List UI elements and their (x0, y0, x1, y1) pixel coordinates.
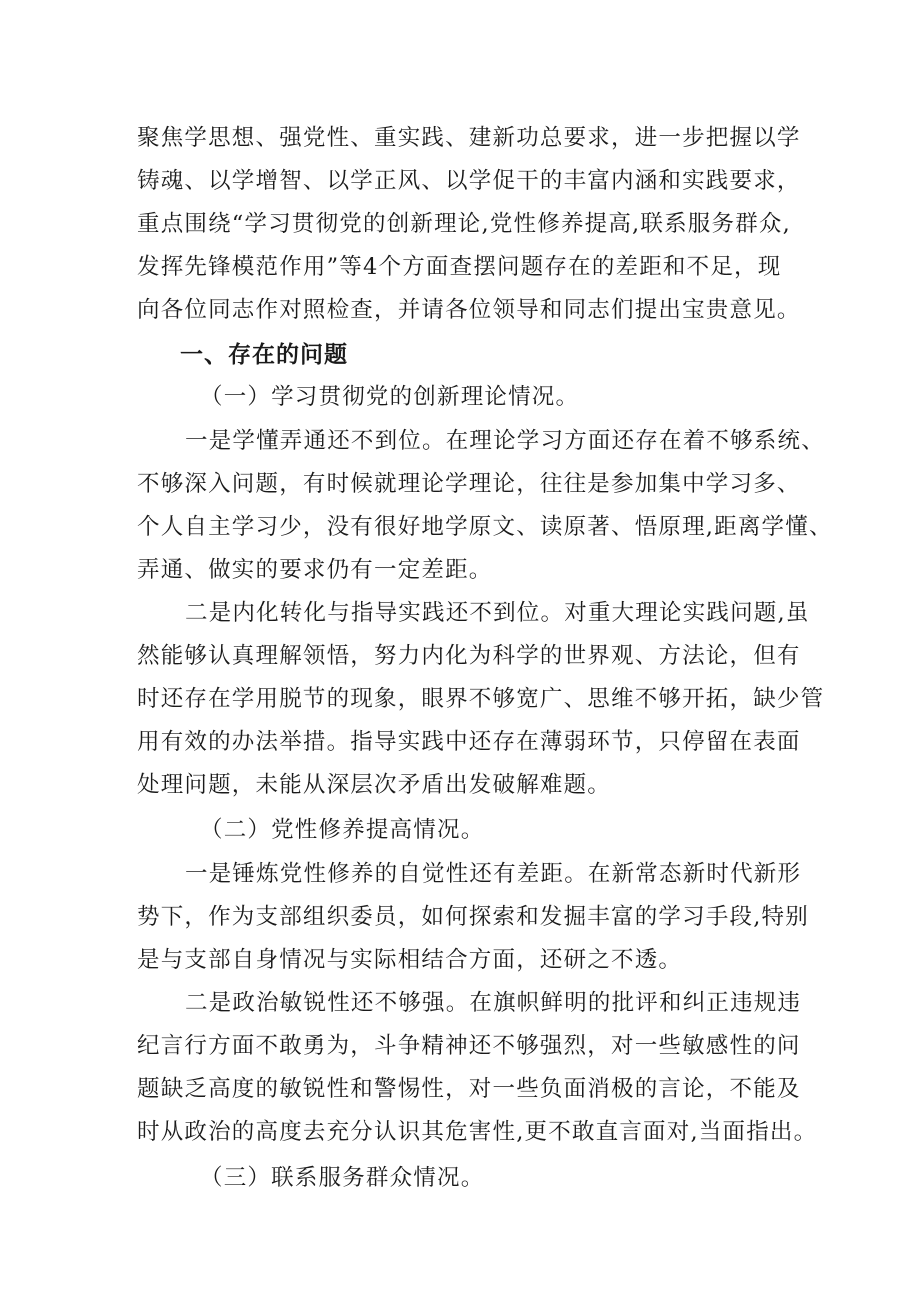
subsection-heading: （一）学习贯彻党的创新理论情况。 (200, 384, 580, 410)
body-text-line: 处理问题，未能从深层次矛盾出发破解难题。 (137, 772, 612, 798)
subsection-heading: （三）联系服务群众情况。 (200, 1165, 485, 1191)
body-text-line: 向各位同志作对照检查，并请各位领导和同志们提出宝贵意见。 (137, 297, 801, 323)
body-text-line: 一是锤炼党性修养的自觉性还有差距。在新常态新时代新形 (185, 861, 802, 887)
subsection-heading: （二）党性修养提高情况。 (200, 817, 485, 843)
body-text-line: 一是学懂弄通还不到位。在理论学习方面还存在着不够系统、 (185, 428, 825, 454)
body-text-line: 纪言行方面不敢勇为，斗争精神还不够强烈，对一些敏感性的问 (137, 1033, 801, 1059)
body-text-line: 时从政治的高度去充分认识其危害性,更不敢直言面对,当面指出。 (137, 1119, 818, 1145)
body-text-line: 题缺乏高度的敏锐性和警惕性，对一些负面消极的言论，不能及 (137, 1076, 801, 1102)
body-text-line: 是与支部自身情况与实际相结合方面，还研之不透。 (137, 947, 683, 973)
body-text-line: 重点围绕“学习贯彻党的创新理论,党性修养提高,联系服务群众, (137, 211, 791, 237)
body-text-line: 个人自主学习少，没有很好地学原文、读原著、悟原理,距离学懂、 (137, 514, 833, 540)
body-text-line: 铸魂、以学增智、以学正风、以学促干的丰富内涵和实践要求， (137, 168, 801, 194)
body-text-line: 然能够认真理解领悟，努力内化为科学的世界观、方法论，但有 (137, 643, 801, 669)
body-text-line: 不够深入问题，有时候就理论学理论，往往是参加集中学习多、 (137, 471, 801, 497)
body-text-line: 聚焦学思想、强党性、重实践、建新功总要求，进一步把握以学 (137, 125, 801, 151)
section-heading: 一、存在的问题 (180, 342, 348, 368)
body-text-line: 二是内化转化与指导实践还不到位。对重大理论实践问题,虽 (185, 600, 810, 626)
body-text-line: 弄通、做实的要求仍有一定差距。 (137, 557, 493, 583)
body-text-line: 用有效的办法举措。指导实践中还存在薄弱环节，只停留在表面 (137, 729, 801, 755)
body-text-line: 时还存在学用脱节的现象，眼界不够宽广、思维不够开拓，缺少管 (137, 686, 825, 712)
body-text-line: 势下，作为支部组织委员，如何探索和发掘丰富的学习手段,特别 (137, 904, 809, 930)
body-text-line: 发挥先锋模范作用”等4个方面查摆问题存在的差距和不足，现 (137, 254, 782, 280)
body-text-line: 二是政治敏锐性还不够强。在旗帜鲜明的批评和纠正违规违 (185, 990, 802, 1016)
